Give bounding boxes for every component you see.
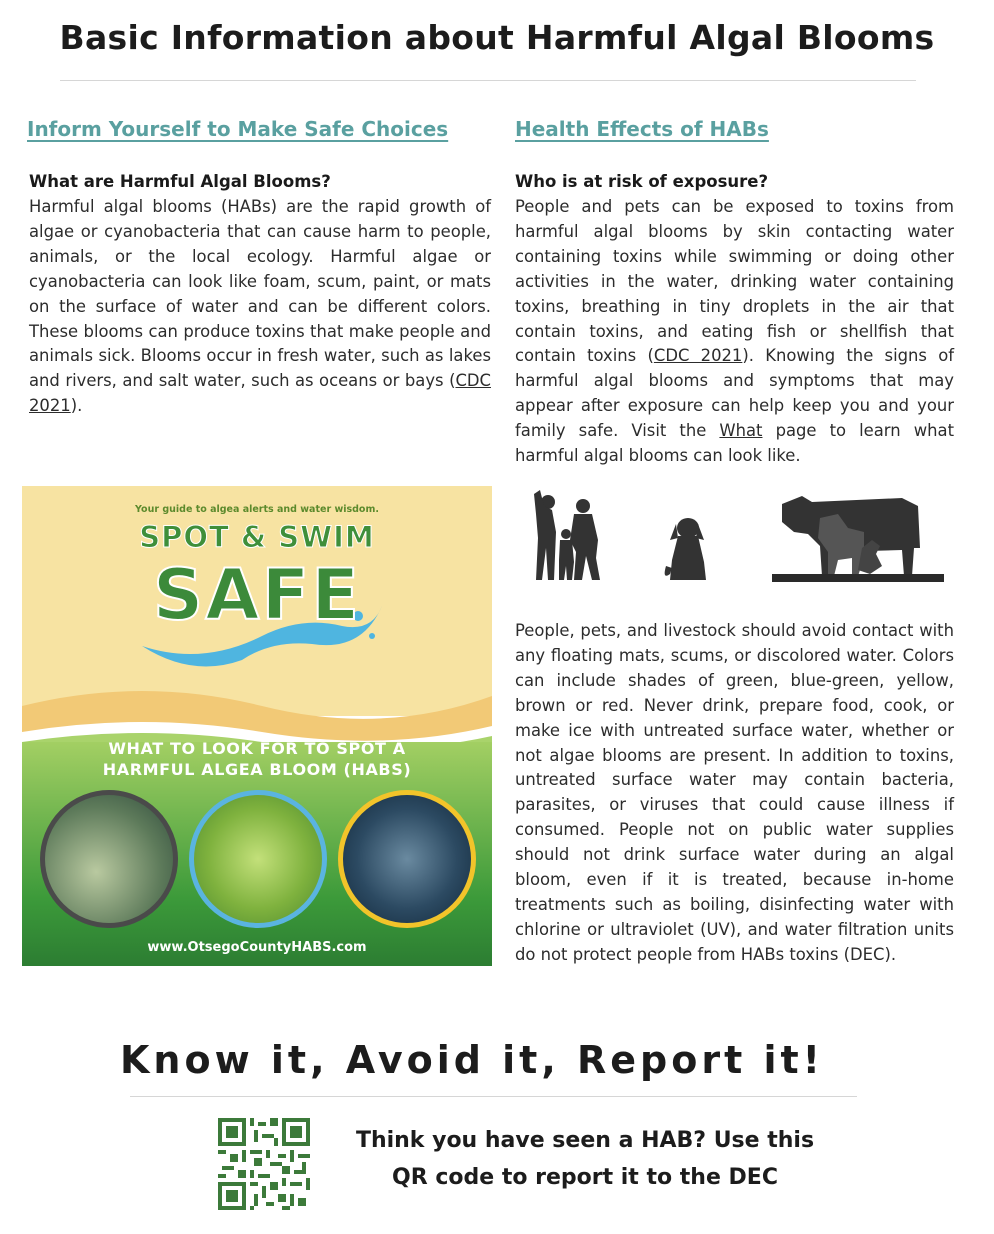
right-question: Who is at risk of exposure? xyxy=(515,172,769,191)
footer-divider xyxy=(130,1096,857,1097)
report-line1: Think you have seen a HAB? Use this xyxy=(355,1128,815,1153)
family-silhouette-icon xyxy=(526,488,610,584)
algae-photo-3 xyxy=(338,790,476,928)
right-body xyxy=(515,195,954,469)
left-section-heading[interactable]: Inform Yourself to Make Safe Choices xyxy=(27,117,449,141)
left-body-text: Harmful algal blooms (HABs) are the rapid growth of algae or cyanobacteria that can cause harm to people, animals, or the local ecology. Harmful algae or cyanobacteria can look like foam, scum, paint, or mats on the surface of water and can be different colors. These blooms can produce toxins that make people and animals sick. Blooms occur in fresh water, such as lakes and rivers, and salt water, such as oceans or bays ( xyxy=(29,197,491,391)
right-section-heading[interactable]: Health Effects of HABs xyxy=(515,117,769,141)
cdc-2021-link-right[interactable]: CDC 2021 xyxy=(653,346,743,366)
poster-subtitle-line2: HARMFUL ALGEA BLOOM (HABS) xyxy=(102,760,412,779)
what-page-link[interactable]: What xyxy=(719,421,763,441)
poster-title-line1: SPOT & SWIM xyxy=(139,520,375,554)
left-body xyxy=(29,195,491,419)
right-body-text-3: page to learn what harmful algal blooms can look like. xyxy=(515,421,954,466)
page-title: Basic Information about Harmful Algal Blooms xyxy=(59,18,935,57)
qr-code-icon[interactable] xyxy=(218,1118,310,1210)
livestock-silhouette-icon xyxy=(772,488,944,584)
right-body-2: People, pets, and livestock should avoid contact with any floating mats, scums, or discolored water. Colors can include shades of green, blue-green, yellow, brown or red. Never drink, prepare food, cook, or make ice with untreated surface water, whether or not algae blooms are present. In addition to toxins, untreated surface water may contain bacteria, parasites, or viruses that could cause illness if consumed. People not on public water supplies should not drink surface water during an algal bloom, even if it is treated, because in-home treatments such as boiling, disinfecting water with chlorine or ultraviolet (UV), and water filtration units do not protect people from HABs toxins (DEC). xyxy=(515,621,954,964)
right-body-text-1: People and pets can be exposed to toxins from harmful algal blooms by skin contacting water containing toxins while swimming or doing other activities in the water, drinking water containing toxins, breathing in tiny droplets in the air that contain toxins, and eating fish or shellfish that contain toxins ( xyxy=(515,197,954,366)
left-body-end: ). xyxy=(70,396,83,416)
cdc-2021-link[interactable]: CDC 2021 xyxy=(29,371,491,416)
spot-and-swim-poster xyxy=(22,486,492,966)
poster-subtitle-line1: WHAT TO LOOK FOR TO SPOT A xyxy=(108,739,406,758)
left-question: What are Harmful Algal Blooms? xyxy=(29,172,331,191)
title-divider xyxy=(60,80,916,81)
right-body-text-2: ). Knowing the signs of harmful algal blooms and symptoms that may appear after exposure can help keep you and your family safe. Visit the xyxy=(515,346,955,441)
report-instructions xyxy=(330,1122,840,1196)
poster-url[interactable]: www.OtsegoCountyHABS.com xyxy=(147,940,367,955)
algae-photo-1 xyxy=(40,790,178,928)
poster-tagline: Your guide to algea alerts and water wisdom. xyxy=(135,504,379,515)
dog-silhouette-icon xyxy=(662,516,712,582)
poster-title-line2: SAFE xyxy=(152,554,362,636)
slogan: Know it, Avoid it, Report it! xyxy=(119,1038,825,1082)
algae-photo-2 xyxy=(189,790,327,928)
report-line2: QR code to report it to the DEC xyxy=(392,1165,778,1190)
poster-subtitle xyxy=(22,738,492,780)
